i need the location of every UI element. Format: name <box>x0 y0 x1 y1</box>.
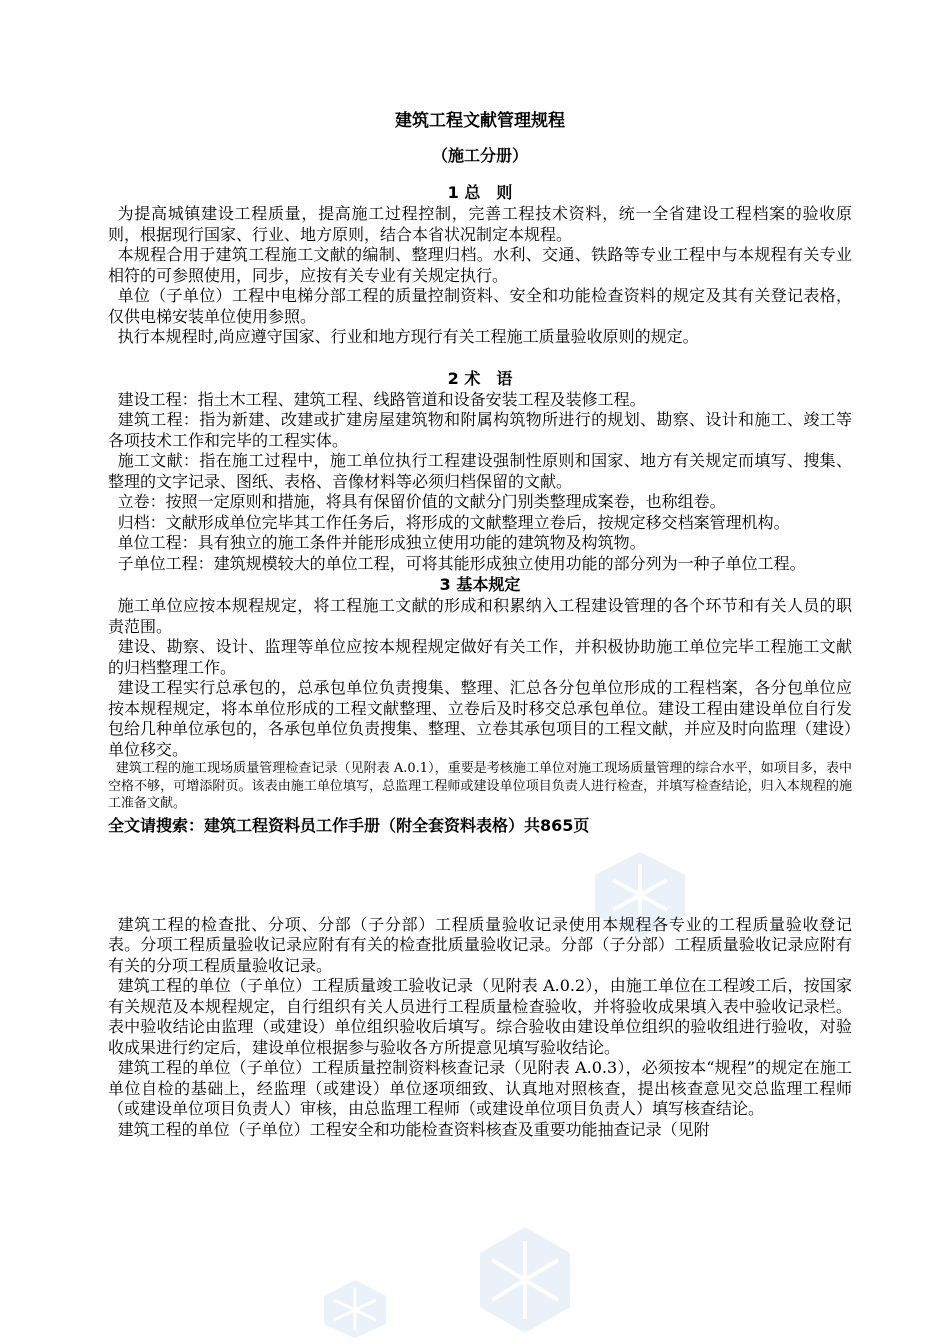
paragraph: 单位（子单位）工程中电梯分部工程的质量控制资料、安全和功能检查资料的规定及其有关登记表格，仅供电梯安装单位使用参照。 <box>108 286 852 326</box>
paragraph: 建筑工程：指为新建、改建或扩建房屋建筑物和附属构筑物所进行的规划、勘察、设计和施工、竣工等各项技术工作和完毕的工程实体。 <box>108 410 852 450</box>
paragraph: 执行本规程时,尚应遵守国家、行业和地方现行有关工程施工质量验收原则的规定。 <box>117 327 699 346</box>
paragraph: 施工文献：指在施工过程中，施工单位执行工程建设强制性原则和国家、地方有关规定而填写、搜集、整理的文字记录、图纸、表格、音像材料等必须归档保留的文献。 <box>108 451 852 491</box>
section-heading-general: 1 总 则 <box>447 183 513 202</box>
section-heading-basic-rules: 3 基本规定 <box>439 575 521 594</box>
paragraph: 子单位工程：建筑规模较大的单位工程，可将其能形成独立使用功能的部分列为一种子单位工程。 <box>117 553 806 573</box>
document-subtitle: （施工分册） <box>431 146 528 165</box>
document-title: 建筑工程文献管理规程 <box>395 111 565 131</box>
paragraph: 建筑工程的检查批、分项、分部（子分部）工程质量验收记录使用本规程各专业的工程质量验收登记表。分项工程质量验收记录应附有有关的检查批质量验收记录。分部（子分部）工程质量验收记录应附有有关的分项工程质量验收记录。 <box>108 914 852 975</box>
paragraph: 立卷：按照一定原则和措施，将具有保留价值的文献分门别类整理成案卷，也称组卷。 <box>117 492 726 511</box>
paragraph: 单位工程：具有独立的施工条件并能形成独立使用功能的建筑物及构筑物。 <box>117 533 646 552</box>
blank-gap <box>108 837 852 915</box>
snowflake-watermark-icon <box>320 1278 390 1340</box>
paragraph: 本规程合用于建筑工程施工文献的编制、整理归档。水利、交通、铁路等专业工程中与本规程有关专业相符的可参照使用，同步，应按有关专业有关规定执行。 <box>108 245 852 285</box>
section-heading-terms: 2 术 语 <box>447 368 513 388</box>
paragraph: 建设、勘察、设计、监理等单位应按本规程规定做好有关工作，并积极协助施工单位完毕工程施工文献的归档整理工作。 <box>108 637 852 677</box>
small-paragraph: 建筑工程的施工现场质量管理检查记录（见附表 A.0.1），重要是考核施工单位对施工现场质量管理的综合水平，如项目多，表中空格不够，可增添附页。该表由施工单位填写，总监理工程师或建设单位项目负责人进行检查，并填写检查结论，归入本规程的施工准备文献。 <box>108 761 852 811</box>
paragraph: 建设工程实行总承包的，总承包单位负责搜集、整理、汇总各分包单位形成的工程档案，各分包单位应按本规程规定，将本单位形成的工程文献整理、立卷后及时移交总承包单位。建设工程由建设单位自行发包给几种单位承包的，各承包单位负责搜集、整理、立卷其承包项目的工程文献，并应及时向监理（建设）单位移交。 <box>108 678 853 759</box>
snowflake-watermark-icon <box>470 1225 580 1335</box>
paragraph: 归档：文献形成单位完毕其工作任务后，将形成的文献整理立卷后，按规定移交档案管理机构。 <box>117 512 790 532</box>
paragraph: 为提高城镇建设工程质量，提高施工过程控制，完善工程技术资料，统一全省建设工程档案的验收原则，根据现行国家、行业、地方原则，结合本省状况制定本规程。 <box>108 204 852 244</box>
paragraph: 建筑工程的单位（子单位）工程质量控制资料核查记录（见附表 A.0.3），必须按本“规程”的规定在施工单位自检的基础上，经监理（或建设）单位逐项细致、认真地对照核查，提出核查意见交总监理工程师（或建设单位项目负责人）审核，由总监理工程师（或建设单位项目负责人）填写核查结论。 <box>108 1058 852 1118</box>
paragraph: 建筑工程的单位（子单位）工程安全和功能检查资料核查及重要功能抽查记录（见附 <box>117 1119 710 1139</box>
paragraph: 建设工程：指土木工程、建筑工程、线路管道和设备安装工程及装修工程。 <box>117 389 646 409</box>
paragraph: 施工单位应按本规程规定，将工程施工文献的形成和积累纳入工程建设管理的各个环节和有关人员的职责范围。 <box>108 596 852 636</box>
search-notice: 全文请搜索：建筑工程资料员工作手册（附全套资料表格）共865页 <box>108 815 590 835</box>
document-page <box>108 108 852 1140</box>
paragraph: 建筑工程的单位（子单位）工程质量竣工验收记录（见附表 A.0.2），由施工单位在工程竣工后，按国家有关规范及本规程规定，自行组织有关人员进行工程质量检查验收，并将验收成果填入表中验收记录栏。表中验收结论由监理（或建设）单位组织验收后填写。综合验收由建设单位组织的验收组进行验收，对验收成果进行约定后，建设单位根据参与验收各方所提意见填写验收结论。 <box>108 976 852 1057</box>
